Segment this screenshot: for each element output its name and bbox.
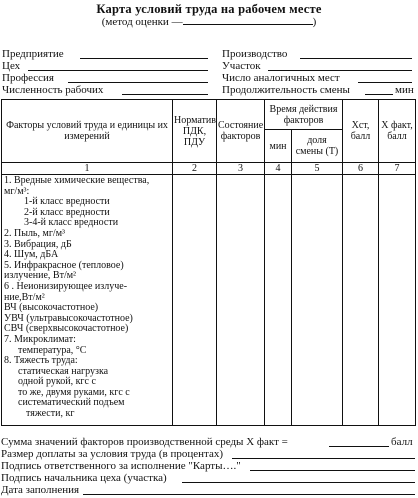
- time-share-cell[interactable]: [292, 175, 343, 426]
- col-number: 6: [343, 163, 379, 175]
- sum-field[interactable]: [329, 436, 389, 447]
- signature-head-label: Подпись начальника цеха (участка): [1, 472, 167, 484]
- list-item: систематический подъем: [18, 397, 125, 409]
- list-item: тяжести, кг: [26, 408, 75, 420]
- header-xfact: Х факт, балл: [379, 100, 416, 163]
- enterprise-field[interactable]: [80, 48, 208, 59]
- header-xst: Хст, балл: [343, 100, 379, 163]
- shift-duration-field[interactable]: [365, 84, 393, 95]
- norm-cell[interactable]: [173, 175, 217, 426]
- signature-responsible-label: Подпись ответственного за исполнение "Карты….": [1, 460, 241, 472]
- date-field[interactable]: [83, 484, 415, 495]
- method-line[interactable]: [183, 15, 313, 25]
- table-row: [2, 175, 416, 426]
- signature-head-field[interactable]: [182, 472, 415, 483]
- workers-count-field[interactable]: [122, 84, 208, 95]
- list-item: 1-й класс вредности: [24, 196, 110, 208]
- col-number: 7: [379, 163, 416, 175]
- shift-duration-label: Продолжительность смены: [222, 84, 350, 96]
- sum-label: Сумма значений факторов производственной среды Х факт =: [1, 436, 288, 448]
- sum-unit: балл: [391, 436, 413, 448]
- enterprise-label: Предприятие: [2, 48, 64, 60]
- list-item: 4. Шум, дБА: [4, 249, 59, 261]
- header-factors: Факторы условий труда и единицы их измерений: [2, 100, 173, 163]
- site-label: Участок: [222, 60, 261, 72]
- col-number: 1: [2, 163, 173, 175]
- workshop-field[interactable]: [28, 60, 208, 71]
- header-time: Время действия факторов: [265, 100, 343, 130]
- list-item: мг/м³:: [4, 185, 30, 197]
- xst-cell[interactable]: [343, 175, 379, 426]
- list-item: одной рукой, кгс с: [18, 376, 96, 388]
- list-item: 5. Инфракрасное (тепловое): [4, 259, 124, 271]
- list-item: то же, двумя руками, кгс с: [18, 386, 130, 398]
- list-item: 2-й класс вредности: [24, 206, 110, 218]
- header-norm: Норматив ПДК, ПДУ: [173, 100, 217, 163]
- list-item: УВЧ (ультравысокочастотное): [4, 312, 133, 324]
- site-field[interactable]: [268, 60, 412, 71]
- list-item: 7. Микроклимат:: [4, 333, 76, 345]
- xfact-cell[interactable]: [379, 175, 416, 426]
- similar-places-label: Число аналогичных мест: [222, 72, 340, 84]
- list-item: 3-4-й класс вредности: [24, 217, 119, 229]
- production-field[interactable]: [300, 48, 412, 59]
- list-item: излучение, Вт/м²: [4, 270, 77, 282]
- list-item: 8. Тяжесть труда:: [4, 355, 78, 367]
- col-number: 5: [292, 163, 343, 175]
- method-label: (метод оценки —: [101, 16, 183, 28]
- col-number: 3: [217, 163, 265, 175]
- factors-table: [1, 99, 416, 426]
- col-number: 2: [173, 163, 217, 175]
- production-label: Производство: [222, 48, 288, 60]
- list-item: ВЧ (высокочастотное): [4, 302, 99, 314]
- state-cell[interactable]: [217, 175, 265, 426]
- workers-count-label: Численность рабочих: [2, 84, 104, 96]
- shift-unit-label: мин: [395, 84, 414, 96]
- factors-list: [2, 175, 173, 426]
- date-label: Дата заполнения: [1, 484, 80, 496]
- method-subtitle: [0, 15, 418, 28]
- list-item: 2. Пыль, мг/м³: [4, 227, 66, 239]
- header-time-share: доля смены (Т): [292, 130, 343, 163]
- time-min-cell[interactable]: [265, 175, 292, 426]
- list-item: температура, °С: [18, 344, 87, 356]
- list-item: статическая нагрузка: [18, 365, 109, 377]
- profession-field[interactable]: [68, 72, 208, 83]
- workshop-label: Цех: [2, 60, 21, 72]
- profession-label: Профессия: [2, 72, 54, 84]
- bonus-label: Размер доплаты за условия труда (в процентах): [1, 448, 224, 460]
- similar-places-field[interactable]: [358, 72, 412, 83]
- list-item: 1. Вредные химические вещества,: [4, 175, 150, 186]
- header-state: Состояние факторов: [217, 100, 265, 163]
- column-numbers-row: [2, 163, 416, 175]
- signature-responsible-field[interactable]: [250, 460, 415, 471]
- method-close: ): [312, 16, 317, 28]
- header-time-min: мин: [265, 130, 292, 163]
- bonus-field[interactable]: [232, 448, 415, 459]
- page-title: Карта условий труда на рабочем месте: [96, 2, 322, 16]
- list-item: 3. Вибрация, дБ: [4, 238, 72, 250]
- list-item: ние,Вт/м²: [4, 291, 45, 303]
- list-item: 6 . Неионизирующее излуче-: [4, 280, 128, 292]
- col-number: 4: [265, 163, 292, 175]
- list-item: СВЧ (сверхвысокочастотное): [4, 323, 129, 335]
